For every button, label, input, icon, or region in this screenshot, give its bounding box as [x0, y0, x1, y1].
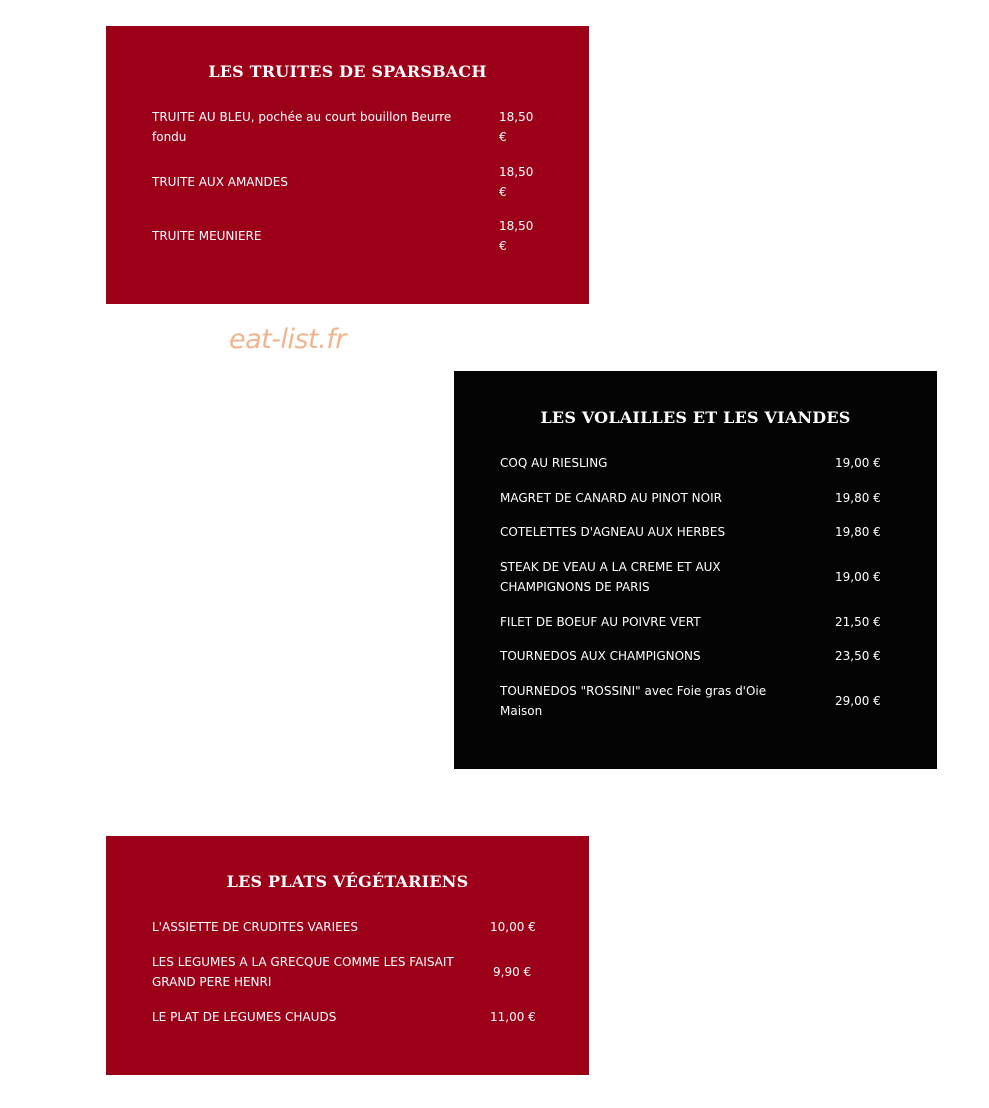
menu-item-price: 18,50 € [499, 165, 534, 199]
menu-item-name: TRUITE MEUNIERE [152, 229, 262, 243]
section-truites [106, 26, 589, 304]
menu-item-price: 19,80 € [835, 491, 881, 505]
menu-item-name: TRUITE AUX AMANDES [152, 175, 288, 189]
menu-item-price: 29,00 € [835, 694, 881, 708]
menu-item-name: L'ASSIETTE DE CRUDITES VARIEES [152, 920, 358, 934]
menu-item-name: STEAK DE VEAU A LA CREME ET AUX CHAMPIGNONS DE PARIS [500, 560, 721, 594]
menu-item-name: MAGRET DE CANARD AU PINOT NOIR [500, 491, 722, 505]
menu-item-name: FILET DE BOEUF AU POIVRE VERT [500, 615, 701, 629]
menu-item-price: 19,00 € [835, 456, 881, 470]
menu-item-price: 9,90 € [493, 965, 532, 979]
menu-item-name: COQ AU RIESLING [500, 456, 608, 470]
menu-item-price: 18,50 € [499, 219, 534, 253]
section-volailles-viandes [454, 371, 937, 769]
menu-item-price: 19,00 € [835, 570, 881, 584]
menu-item-name: TOURNEDOS "ROSSINI" avec Foie gras d'Oie Maison [500, 684, 767, 718]
menu-item-name: COTELETTES D'AGNEAU AUX HERBES [500, 525, 726, 539]
menu-item-price: 23,50 € [835, 649, 881, 663]
menu-item-name: TOURNEDOS AUX CHAMPIGNONS [500, 649, 701, 663]
menu-item-price: 18,50 € [499, 110, 534, 144]
menu-item-price: 21,50 € [835, 615, 881, 629]
watermark: eat-list.fr [229, 324, 346, 355]
menu-item-price: 11,00 € [490, 1010, 536, 1024]
section-title: LES TRUITES DE SPARSBACH [208, 62, 487, 81]
section-title: LES VOLAILLES ET LES VIANDES [540, 408, 851, 427]
section-title: LES PLATS VÉGÉTARIENS [226, 872, 469, 891]
menu-item-name: LE PLAT DE LEGUMES CHAUDS [152, 1010, 337, 1024]
section-plats-vegetariens [106, 836, 589, 1075]
menu-item-price: 10,00 € [490, 920, 536, 934]
menu-item-name: LES LEGUMES A LA GRECQUE COMME LES FAISAIT GRAND PERE HENRI [152, 955, 454, 989]
menu-item-price: 19,80 € [835, 525, 881, 539]
menu-item-name: TRUITE AU BLEU, pochée au court bouillon Beurre fondu [152, 110, 452, 144]
